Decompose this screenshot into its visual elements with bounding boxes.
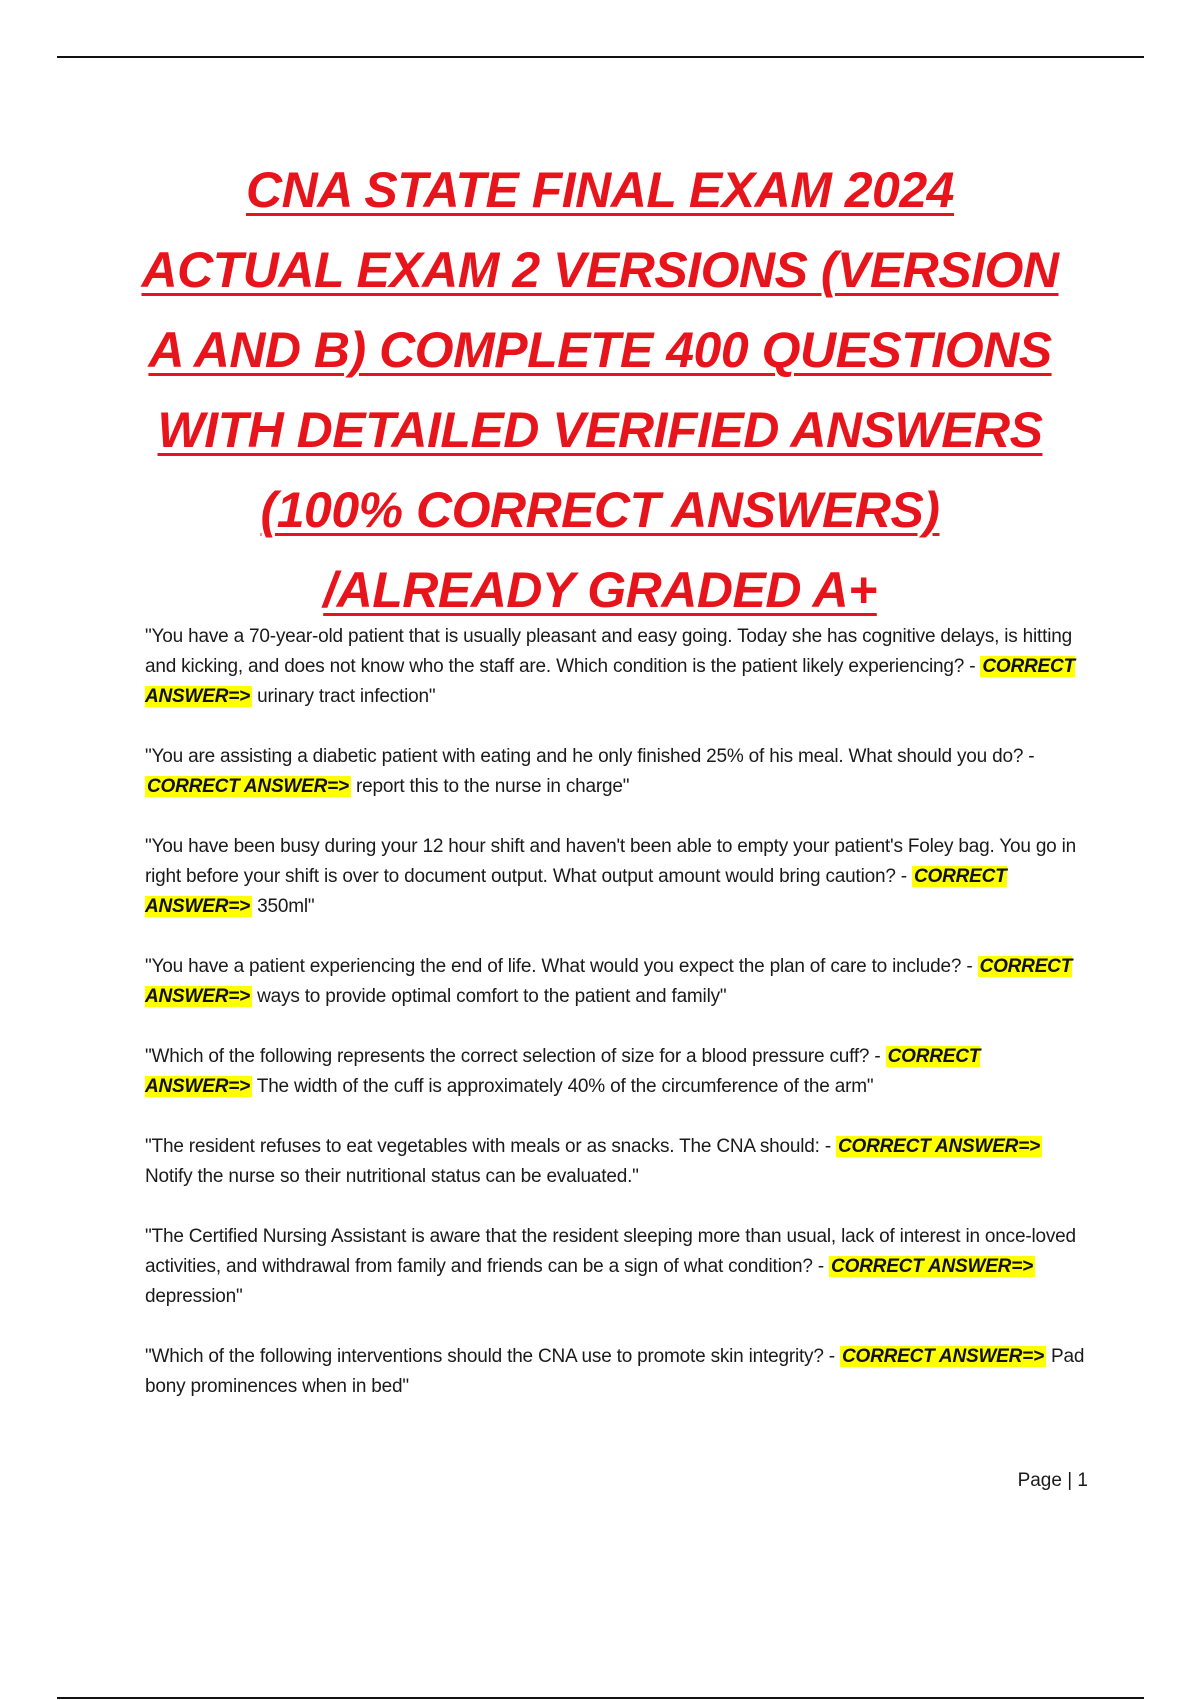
title-line: WITH DETAILED VERIFIED ANSWERS	[157, 402, 1043, 458]
document-title	[120, 150, 1080, 630]
title-line: (100% CORRECT ANSWERS)	[260, 482, 940, 538]
answer-text: ways to provide optimal comfort to the patient and family"	[252, 986, 727, 1007]
question-text: "You have a 70-year-old patient that is usually pleasant and easy going. Today she has cognitive delays, is hitting and kicking, and does not know who the staff are. Which condition is the patient likely experiencing? -	[145, 626, 1072, 677]
answer-text: report this to the nurse in charge"	[350, 776, 630, 797]
title-line: /ALREADY GRADED A+	[323, 562, 877, 618]
header-rule	[57, 56, 1144, 58]
answer-text: 350ml"	[252, 896, 315, 917]
answer-text: The width of the cuff is approximately 40% of the circumference of the arm"	[252, 1076, 874, 1097]
question-text: "You are assisting a diabetic patient with eating and he only finished 25% of his meal. What should you do? -	[145, 746, 1035, 767]
qa-item	[145, 1342, 1090, 1402]
qa-item	[145, 1222, 1090, 1312]
qa-item	[145, 1132, 1090, 1192]
question-text: "You have been busy during your 12 hour shift and haven't been able to empty your patient's Foley bag. You go in right before your shift is over to document output. What output amount would bring caution? -	[145, 836, 1077, 887]
title-line: ACTUAL EXAM 2 VERSIONS (VERSION	[141, 242, 1059, 298]
question-text: "Which of the following interventions should the CNA use to promote skin integrity? -	[145, 1346, 841, 1367]
page-number: Page | 1	[1017, 1470, 1088, 1491]
question-text: "The Certified Nursing Assistant is aware that the resident sleeping more than usual, lack of interest in once-loved activities, and withdrawal from family and friends can be a sign of what condition? -	[145, 1226, 1076, 1277]
qa-item	[145, 832, 1090, 922]
answer-text: urinary tract infection"	[252, 686, 436, 707]
title-line: A AND B) COMPLETE 400 QUESTIONS	[148, 322, 1052, 378]
answer-text: Notify the nurse so their nutritional status can be evaluated."	[145, 1166, 639, 1187]
question-text: "Which of the following represents the correct selection of size for a blood pressure cuff? -	[145, 1046, 886, 1067]
answer-text: depression"	[145, 1286, 243, 1307]
question-text: "The resident refuses to eat vegetables with meals or as snacks. The CNA should: -	[145, 1136, 837, 1157]
footer-rule	[57, 1697, 1144, 1699]
correct-answer-marker: CORRECT ANSWER=>	[145, 866, 1007, 917]
answer-text: Pad bony prominences when in bed"	[145, 1346, 1085, 1397]
qa-item	[145, 622, 1090, 712]
correct-answer-marker: CORRECT ANSWER=>	[831, 1256, 1033, 1277]
correct-answer-marker: CORRECT ANSWER=>	[145, 656, 1075, 707]
qa-item	[145, 1042, 1090, 1102]
qa-item	[145, 742, 1090, 802]
question-answer-list	[145, 622, 1090, 1432]
correct-answer-marker: CORRECT ANSWER=>	[147, 776, 349, 797]
correct-answer-marker: CORRECT ANSWER=>	[145, 1046, 981, 1097]
correct-answer-marker: CORRECT ANSWER=>	[838, 1136, 1040, 1157]
question-text: "You have a patient experiencing the end of life. What would you expect the plan of care to include? -	[145, 956, 978, 977]
correct-answer-marker: CORRECT ANSWER=>	[145, 956, 1073, 1007]
correct-answer-marker: CORRECT ANSWER=>	[842, 1346, 1044, 1367]
qa-item	[145, 952, 1090, 1012]
title-line: CNA STATE FINAL EXAM 2024	[246, 162, 954, 218]
